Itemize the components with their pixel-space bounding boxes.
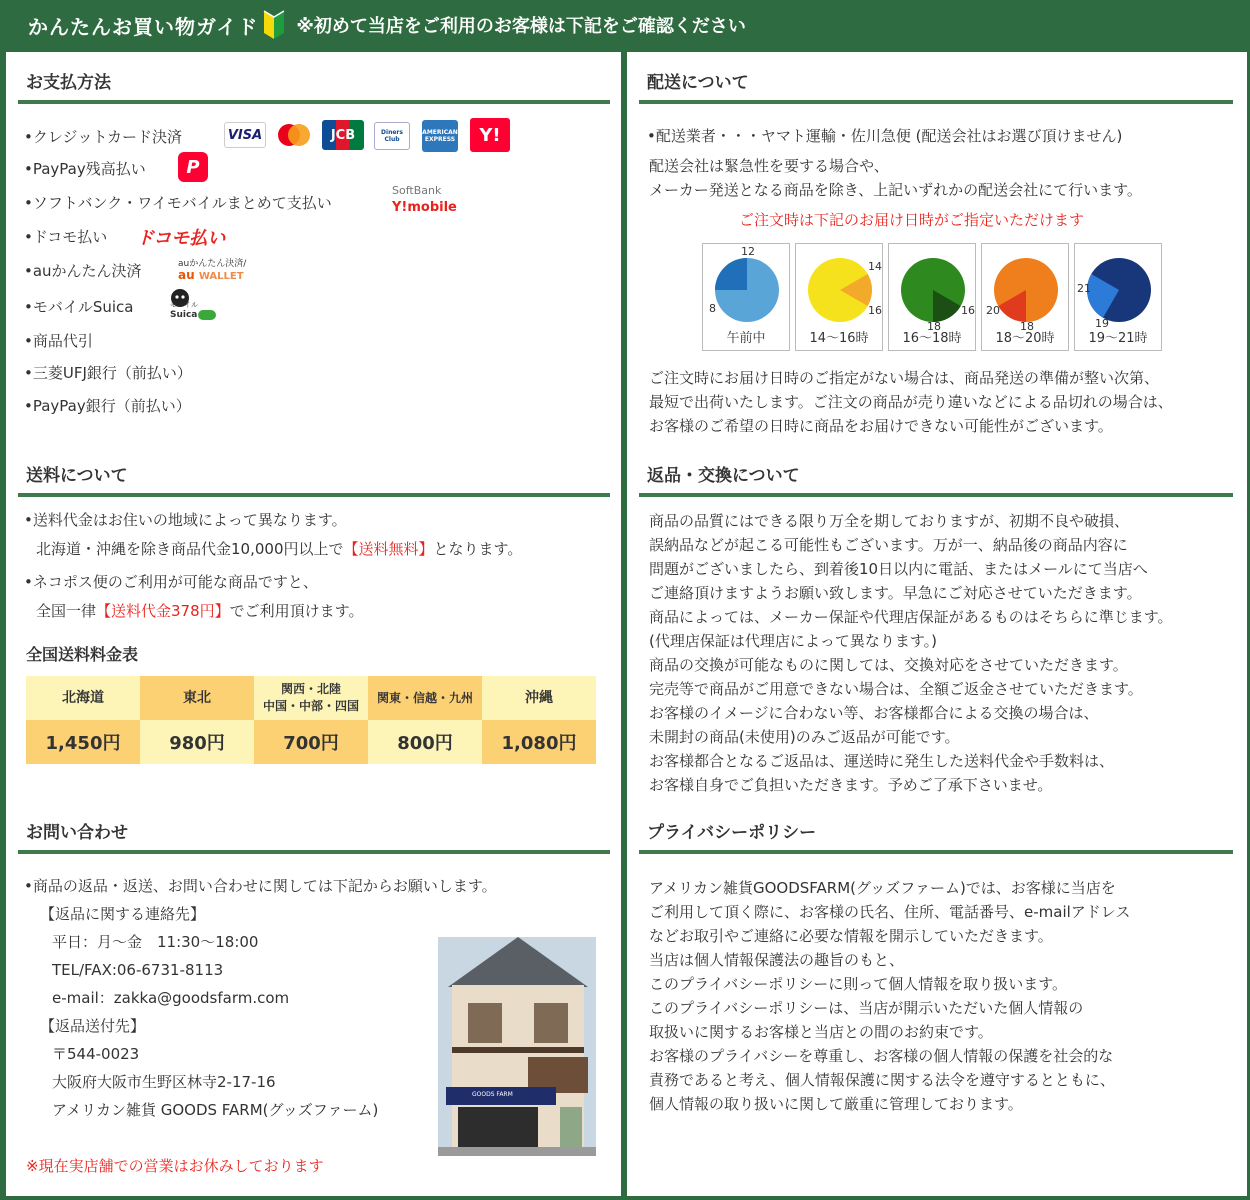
privacy-line: このプライバシーポリシーに則って個人情報を取り扱います。 (649, 975, 1068, 993)
privacy-line: 取扱いに関するお客様と当店との間のお約束です。 (649, 1023, 993, 1041)
clock-number: 20 (986, 304, 1000, 317)
delivery-note-2: メーカー発送となる商品を除き、上記いずれかの配送会社にて行います。 (649, 181, 1142, 199)
suica-line2: Suica (170, 310, 198, 320)
returns-line: ご連絡頂けますようお願い致します。早急にご対応させていただきます。 (649, 584, 1142, 602)
shop-sign: GOODS FARM (472, 1091, 513, 1098)
shop-building-photo (438, 937, 596, 1156)
time-slot-morning (702, 243, 790, 351)
returns-line: 誤納品などが起こる可能性もございます。万が一、納品後の商品内容に (649, 536, 1128, 554)
time-slot-label: 19～21時 (1088, 331, 1148, 346)
privacy-line: お客様のプライバシーを尊重し、お客様の個人情報の保護を社会的な (649, 1047, 1114, 1065)
time-slot-14-16 (795, 243, 883, 351)
time-slot-label: 午前中 (726, 331, 766, 346)
amex-icon: AMERICAN EXPRESS (422, 120, 458, 152)
street-address: 大阪府大阪市生野区林寺2-17-16 (52, 1073, 276, 1091)
returns-line: 商品の交換が可能なものに関しては、交換対応をさせていただきます。 (649, 656, 1128, 674)
au-kantan-logo: auかんたん決済/ (178, 259, 247, 269)
tel-fax: TEL/FAX:06-6731-8113 (52, 961, 224, 979)
time-slot-18-20 (981, 243, 1069, 351)
clock-number: 8 (709, 302, 716, 315)
ymobile-logo: Y!mobile (392, 200, 457, 215)
privacy-line: アメリカン雑貨GOODSFARM(グッズファーム)では、お客様に当店を (649, 879, 1116, 897)
privacy-line: 個人情報の取り扱いに関して厳重に管理しております。 (649, 1095, 1023, 1113)
free-shipping-highlight: 【送料無料】 (343, 540, 434, 558)
au-brand-text: au (178, 268, 195, 282)
returns-title: 返品・交換について (647, 466, 800, 486)
delivery-para-line: お客様のご希望の日時に商品をお届けできない可能性がございます。 (649, 417, 1113, 435)
visa-icon: VISA (224, 122, 266, 148)
region-okinawa: 沖縄 (482, 676, 596, 720)
time-slot-19-21 (1074, 243, 1162, 351)
returns-line: 未開封の商品(未使用)のみご返品が可能です。 (649, 728, 960, 746)
left-column (6, 52, 621, 1196)
price-okinawa: 1,080円 (482, 720, 596, 764)
delivery-para-line: 最短で出荷いたします。ご注文の商品が売り違いなどによる品切れの場合は、 (649, 393, 1173, 411)
privacy-line: このプライバシーポリシーは、当店が開示いただいた個人情報の (649, 999, 1084, 1017)
contact-intro: •商品の返品・返送、お問い合わせに関しては下記からお願いします。 (24, 877, 497, 895)
shipping-fee-line3: •ネコポス便のご利用が可能な商品ですと、 (24, 573, 318, 591)
contact-heading: 【返品に関する連絡先】 (40, 905, 206, 923)
payment-title: お支払方法 (26, 73, 111, 93)
paypay-icon: P (178, 152, 208, 182)
yahoo-card-icon: Y! (470, 118, 510, 152)
clock-number: 16 (961, 304, 975, 317)
shipping-fee-line1: •送料代金はお住いの地域によって異なります。 (24, 511, 347, 529)
nekopos-prefix: 全国一律 (36, 602, 97, 620)
time-slot-label: 16～18時 (902, 331, 962, 346)
returns-divider (639, 493, 1233, 497)
store-closed-notice: ※現在実店舗での営業はお休みしております (26, 1157, 324, 1175)
clock-number: 16 (868, 304, 882, 317)
region-kansai-hokuriku: 関西・北陸 (280, 682, 341, 696)
header-subtitle: ※初めて当店をご利用のお客様は下記をご確認ください (296, 16, 746, 37)
payment-item: •モバイルSuica (24, 298, 134, 316)
diners-club-icon: Diners Club (374, 122, 410, 150)
time-slot-label: 14～16時 (809, 331, 869, 346)
softbank-logo: SoftBank (392, 184, 442, 197)
email-address: e-mail：zakka@goodsfarm.com (52, 989, 290, 1007)
delivery-carriers: •配送業者・・・ヤマト運輸・佐川急便 (配送会社はお選び頂けません) (647, 127, 1123, 145)
wallet-text: WALLET (198, 271, 244, 282)
region-tohoku: 東北 (140, 676, 254, 720)
return-address-heading: 【返品送付先】 (40, 1017, 146, 1035)
region-hokkaido: 北海道 (26, 676, 140, 720)
right-column (627, 52, 1247, 1196)
suica-line1: モバイル (170, 301, 198, 309)
shipping-rate-table (26, 676, 596, 764)
beginner-mark-icon (262, 9, 286, 41)
privacy-title: プライバシーポリシー (647, 823, 817, 843)
rate-table-title: 全国送料料金表 (26, 645, 139, 664)
payment-item: •auかんたん決済 (24, 262, 142, 280)
clock-number: 18 (1020, 320, 1034, 333)
clock-number: 19 (1095, 317, 1109, 330)
payment-item: •PayPay残高払い (24, 160, 146, 178)
returns-line: お客様のイメージに合わない等、お客様都合による交換の場合は、 (649, 704, 1099, 722)
returns-line: お客様都合となるご返品は、運送時に発生した送料代金や手数料は、 (649, 752, 1115, 770)
mastercard-icon (274, 122, 314, 148)
postal-code: 〒544-0023 (52, 1045, 140, 1063)
delivery-para-line: ご注文時にお届け日時のご指定がない場合は、商品発送の準備が整い次第、 (649, 369, 1160, 387)
returns-line: 完売等で商品がご用意できない場合は、全額ご返金させていただきます。 (649, 680, 1143, 698)
time-slot-16-18 (888, 243, 976, 351)
privacy-line: 責務であると考え、個人情報保護に関する法令を遵守するとともに、 (649, 1071, 1115, 1089)
shipping-fee-title: 送料について (26, 466, 128, 486)
price-kansai-chubu: 700円 (254, 720, 368, 764)
header-title: かんたんお買い物ガイド (28, 14, 259, 39)
region-kansai-chubu (254, 676, 368, 720)
delivery-title: 配送について (647, 73, 749, 93)
region-kanto-kyushu: 関東・信越・九州 (368, 676, 482, 720)
free-shipping-suffix: となります。 (433, 540, 523, 558)
region-chugoku-chubu-shikoku: 中国・中部・四国 (262, 699, 359, 713)
clock-number: 18 (927, 320, 941, 333)
nekopos-price-highlight: 【送料代金378円】 (96, 602, 230, 620)
returns-line: お客様自身でご負担いただきます。予めご了承下さいませ。 (649, 776, 1053, 794)
delivery-note-1: 配送会社は緊急性を要する場合や、 (649, 157, 889, 175)
clock-number: 21 (1077, 282, 1091, 295)
payment-item: •ドコモ払い (24, 228, 108, 246)
delivery-divider (639, 100, 1233, 104)
delivery-time-notice: ご注文時は下記のお届け日時がご指定いただけます (739, 211, 1085, 229)
privacy-line: ご利用して頂く際に、お客様の氏名、住所、電話番号、e-mailアドレス (649, 903, 1131, 921)
payment-item: •ソフトバンク・ワイモバイルまとめて支払い (24, 194, 332, 212)
time-slot-label: 18～20時 (995, 331, 1055, 346)
free-shipping-condition: 北海道・沖縄を除き商品代金10,000円以上で (36, 540, 344, 558)
price-kanto-kyushu: 800円 (368, 720, 482, 764)
header-bar (0, 0, 1250, 50)
shipping-fee-line4 (36, 599, 363, 623)
returns-line: 問題がございましたら、到着後10日以内に電話、またはメールにて当店へ (649, 560, 1148, 578)
shipping-fee-divider (18, 493, 610, 497)
privacy-line: などお取引やご連絡に必要な情報を開示していただきます。 (649, 927, 1053, 945)
price-tohoku: 980円 (140, 720, 254, 764)
returns-line: 商品によっては、メーカー保証や代理店保証があるものはそちらに準じます。 (649, 608, 1173, 626)
privacy-line: 当店は個人情報保護法の趣旨のもと、 (649, 951, 905, 969)
shipping-fee-line2 (36, 537, 522, 561)
payment-item: •PayPay銀行（前払い） (24, 397, 191, 415)
shop-name: アメリカン雑貨 GOODS FARM(グッズファーム) (52, 1101, 379, 1119)
docomo-logo: ドコモ払い (136, 228, 226, 249)
price-hokkaido: 1,450円 (26, 720, 140, 764)
payment-item: •三菱UFJ銀行（前払い） (24, 364, 192, 382)
privacy-divider (639, 850, 1233, 854)
business-hours: 平日：月～金 11:30～18:00 (52, 933, 259, 951)
au-wallet-logo (178, 268, 244, 282)
jcb-icon: JCB (322, 120, 364, 150)
clock-number: 14 (868, 260, 882, 273)
payment-divider (18, 100, 610, 104)
payment-item: •商品代引 (24, 332, 93, 350)
clock-number: 12 (741, 245, 755, 258)
contact-title: お問い合わせ (26, 823, 128, 843)
returns-line: (代理店保証は代理店によって異なります。) (649, 632, 938, 650)
nekopos-suffix: でご利用頂けます。 (229, 602, 364, 620)
returns-line: 商品の品質にはできる限り万全を期しておりますが、初期不良や破損、 (649, 512, 1130, 530)
contact-divider (18, 850, 610, 854)
payment-item: •クレジットカード決済 (24, 128, 183, 146)
